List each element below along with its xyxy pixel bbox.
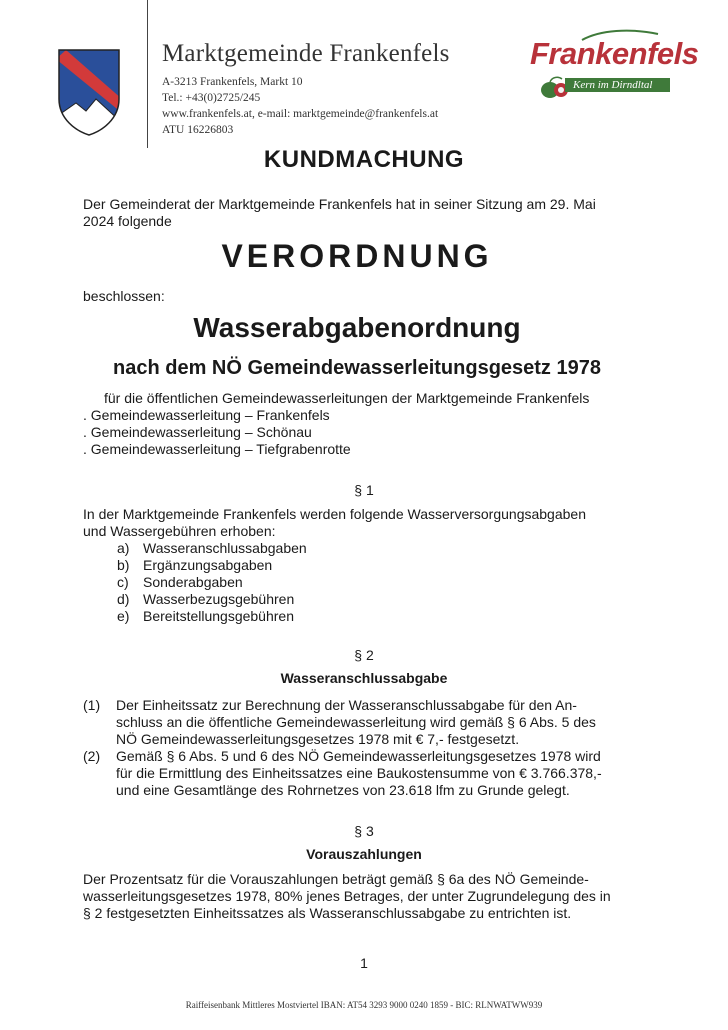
numbered-paragraph: (1) Der Einheitssatz zur Berechnung der Wasseranschlussabgabe für den An- schluss an die öffentliche Gemeindewasserleitung wird gemäß § 6 Abs. 5 des NÖ Gemeindewasserleitungsgesetzes 1978 mit € 7,- festgesetzt.	[83, 697, 596, 747]
list-item: d) Wasserbezugsgebühren	[117, 591, 295, 607]
section-1-text-2: und Wassergebühren erhoben:	[83, 523, 276, 539]
section-3-line-3: § 2 festgesetzten Einheitssatzes als Wasseranschlussabgabe zu entrichten ist.	[83, 905, 572, 921]
list-item: b) Ergänzungsabgaben	[117, 557, 273, 573]
kundmachung-heading: KUNDMACHUNG	[263, 146, 465, 173]
section-1-heading: § 1	[354, 482, 374, 498]
section-2-heading: § 2	[354, 647, 374, 663]
water-line-item: . Gemeindewasserleitung – Frankenfels	[83, 407, 330, 423]
org-name: Marktgemeinde Frankenfels	[162, 40, 450, 67]
page-number: 1	[360, 955, 368, 971]
org-address: A-3213 Frankenfels, Markt 10	[162, 76, 303, 88]
section-3-line-2: wasserleitungsgesetzes 1978, 80% jenes Betrages, der unter Zugrundelegung des in	[83, 888, 611, 904]
header-divider	[147, 0, 148, 148]
section-3-line-1: Der Prozentsatz für die Vorauszahlungen beträgt gemäß § 6a des NÖ Gemeinde-	[83, 871, 589, 887]
org-phone: Tel.: +43(0)2725/245	[162, 92, 261, 104]
tagline: Kern im Dirndltal	[573, 79, 653, 91]
beschlossen-text: beschlossen:	[83, 288, 165, 304]
bank-footer: Raiffeisenbank Mittleres Mostviertel IBAN: AT54 3293 9000 0240 1859 - BIC: RLNWATWW939	[185, 1000, 543, 1010]
doc-subtitle: nach dem NÖ Gemeindewasserleitungsgesetz 1978	[113, 357, 601, 379]
section-3-title: Vorauszahlungen	[306, 846, 422, 862]
verordnung-heading: VERORDNUNG	[221, 238, 493, 274]
brand-swoosh-icon	[580, 28, 660, 42]
org-web-email: www.frankenfels.at, e-mail: marktgemeinde@frankenfels.at	[162, 108, 439, 120]
water-line-item: . Gemeindewasserleitung – Tiefgrabenrotte	[83, 441, 351, 457]
list-item: c) Sonderabgaben	[117, 574, 243, 590]
intro-line-2: 2024 folgende	[83, 213, 172, 229]
coat-of-arms-icon	[56, 47, 122, 137]
section-3-heading: § 3	[354, 823, 374, 839]
section-1-text-1: In der Marktgemeinde Frankenfels werden folgende Wasserversorgungsabgaben	[83, 506, 586, 522]
intro-line-1: Der Gemeinderat der Marktgemeinde Frankenfels hat in seiner Sitzung am 29. Mai	[83, 196, 596, 212]
section-2-title: Wasseranschlussabgabe	[280, 670, 448, 686]
scope-text: für die öffentlichen Gemeindewasserleitungen der Marktgemeinde Frankenfels	[104, 390, 590, 406]
org-atu: ATU 16226803	[162, 124, 234, 136]
water-line-item: . Gemeindewasserleitung – Schönau	[83, 424, 312, 440]
list-item: a) Wasseranschlussabgaben	[117, 540, 307, 556]
list-item: e) Bereitstellungsgebühren	[117, 608, 294, 624]
brand-logo-text: Frankenfels	[530, 36, 699, 71]
doc-title: Wasserabgabenordnung	[193, 312, 521, 343]
numbered-paragraph: (2) Gemäß § 6 Abs. 5 und 6 des NÖ Gemeindewasserleitungsgesetzes 1978 wird für die Ermittlung des Einheitssatzes eine Baukostensumme von € 3.766.378,- und eine Gesamtlänge des Rohrnetzes von 23.618 lfm zu Grunde gelegt.	[83, 748, 602, 798]
